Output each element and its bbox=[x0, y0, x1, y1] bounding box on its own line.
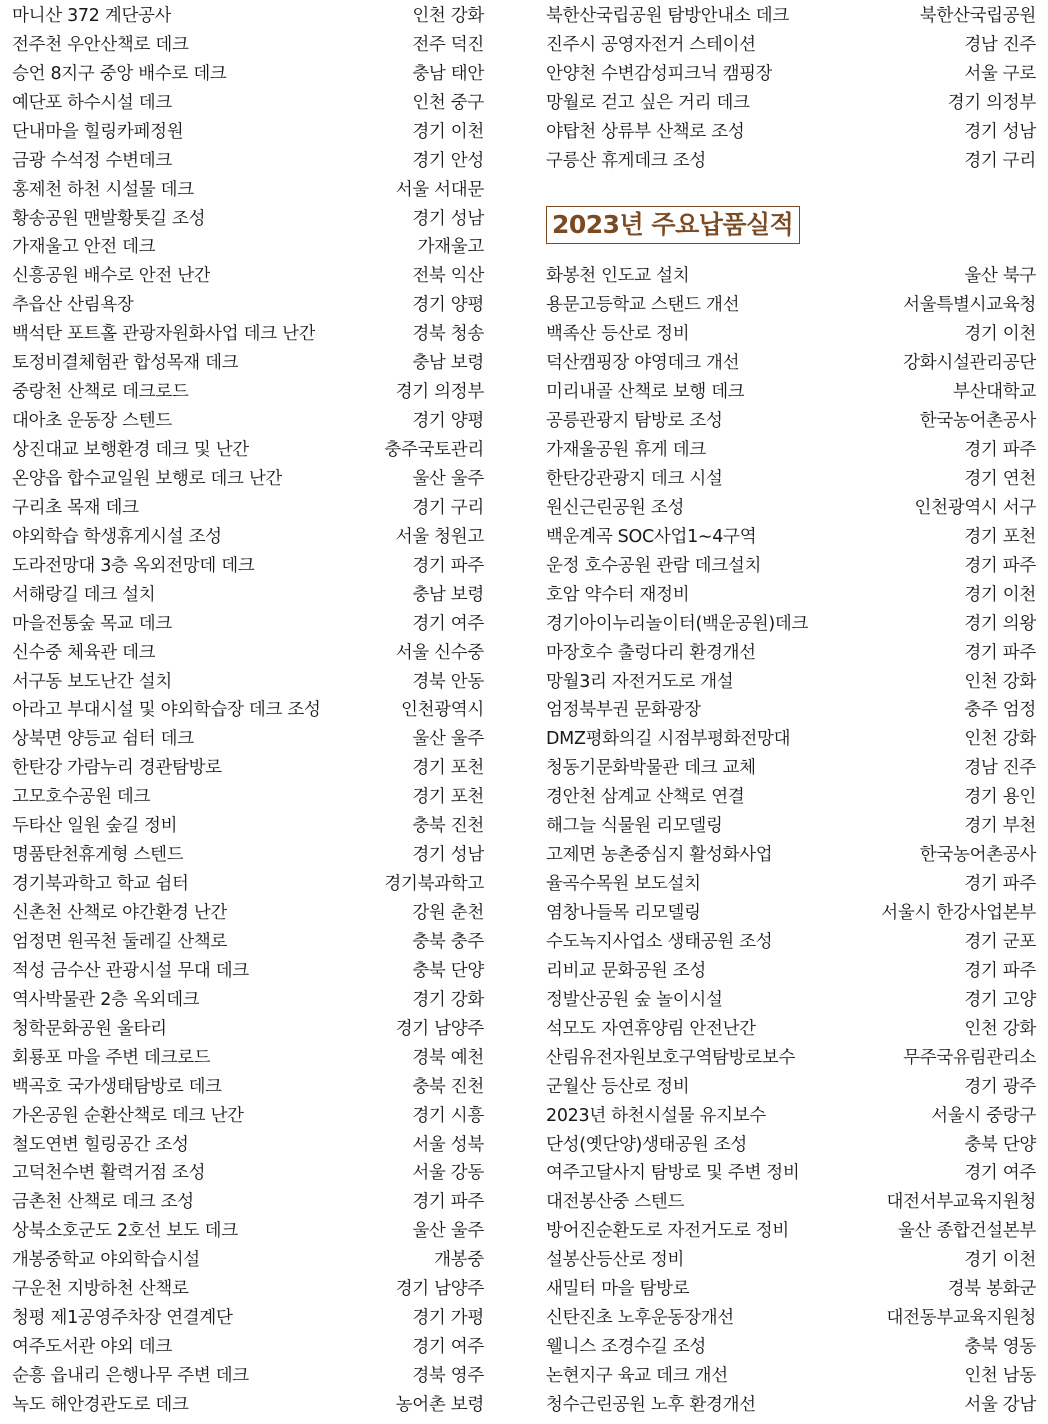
project-location: 울산 종합건설본부 bbox=[897, 1221, 1036, 1242]
project-location: 인천 강화 bbox=[412, 5, 484, 26]
record-row bbox=[12, 810, 484, 839]
project-location: 서울시 한강사업본부 bbox=[881, 903, 1036, 924]
project-name: 경기북과학고 학교 쉼터 bbox=[12, 874, 189, 895]
project-name: 여주도서관 야외 데크 bbox=[12, 1337, 172, 1358]
project-name: 개봉중학교 야외학습시설 bbox=[12, 1250, 200, 1271]
project-name: 마을전통숲 목교 데크 bbox=[12, 613, 172, 634]
project-name: 적성 금수산 관광시설 무대 데크 bbox=[12, 960, 249, 981]
record-row bbox=[12, 116, 484, 145]
record-row bbox=[546, 260, 1036, 289]
project-location: 경기 구리 bbox=[412, 497, 484, 518]
project-name: 상북면 양등교 쉼터 데크 bbox=[12, 729, 194, 750]
record-row bbox=[546, 116, 1036, 145]
project-name: 단내마을 힐링카페정원 bbox=[12, 121, 184, 142]
project-location: 서울 구로 bbox=[964, 63, 1036, 84]
project-name: 백석탄 포트홀 관광자원화사업 데크 난간 bbox=[12, 324, 316, 345]
record-row bbox=[12, 0, 484, 29]
project-location: 경기 포천 bbox=[412, 787, 484, 808]
project-location: 충주 엄정 bbox=[964, 700, 1036, 721]
project-name: 승언 8지구 중앙 배수로 데크 bbox=[12, 63, 227, 84]
record-row bbox=[546, 1273, 1036, 1302]
project-location: 경기 성남 bbox=[412, 845, 484, 866]
project-name: 군월산 등산로 정비 bbox=[546, 1076, 690, 1097]
project-name: 녹도 해안경관도로 데크 bbox=[12, 1394, 189, 1415]
project-location: 경기 파주 bbox=[964, 960, 1036, 981]
record-row bbox=[12, 868, 484, 897]
project-location: 경기 성남 bbox=[412, 208, 484, 229]
project-name: 리비교 문화공원 조성 bbox=[546, 960, 706, 981]
project-name: 산림유전자원보호구역탐방로보수 bbox=[546, 1047, 796, 1068]
project-name: 가재울고 안전 데크 bbox=[12, 237, 156, 258]
project-name: 북한산국립공원 탐방안내소 데크 bbox=[546, 5, 789, 26]
project-location: 경기 이천 bbox=[964, 1250, 1036, 1271]
project-location: 경기 남양주 bbox=[395, 1279, 484, 1300]
project-name: 금광 수석정 수변데크 bbox=[12, 150, 172, 171]
record-row bbox=[12, 492, 484, 521]
record-row bbox=[12, 637, 484, 666]
project-location: 경기 가평 bbox=[412, 1308, 484, 1329]
project-name: 대아초 운동장 스텐드 bbox=[12, 411, 172, 432]
project-name: 아라고 부대시설 및 야외학습장 데크 조성 bbox=[12, 700, 321, 721]
project-name: 웰니스 조경수길 조성 bbox=[546, 1337, 706, 1358]
project-name: 방어진순환도로 자전거도로 정비 bbox=[546, 1221, 789, 1242]
project-location: 서울 청원고 bbox=[395, 526, 484, 547]
project-location: 경기 파주 bbox=[412, 555, 484, 576]
record-row bbox=[546, 752, 1036, 781]
record-row bbox=[12, 1273, 484, 1302]
record-row bbox=[12, 174, 484, 203]
project-location: 울산 북구 bbox=[964, 266, 1036, 287]
project-name: 고덕천수변 활력거점 조성 bbox=[12, 1163, 206, 1184]
record-row bbox=[546, 897, 1036, 926]
project-name: 마니산 372 계단공사 bbox=[12, 5, 172, 26]
project-location: 충북 진천 bbox=[412, 1076, 484, 1097]
project-name: 중랑천 산책로 데크로드 bbox=[12, 382, 189, 403]
project-name: 미리내골 산책로 보행 데크 bbox=[546, 382, 745, 403]
project-location: 충남 보령 bbox=[412, 353, 484, 374]
project-name: 망월로 걷고 싶은 거리 데크 bbox=[546, 92, 750, 113]
record-row bbox=[12, 926, 484, 955]
record-row bbox=[546, 434, 1036, 463]
project-location: 경기 여주 bbox=[964, 1163, 1036, 1184]
record-row bbox=[546, 781, 1036, 810]
project-location: 경남 진주 bbox=[964, 34, 1036, 55]
project-name: 논현지구 육교 데크 개선 bbox=[546, 1366, 728, 1387]
project-location: 충주국토관리 bbox=[384, 440, 484, 461]
record-row bbox=[546, 521, 1036, 550]
project-location: 경기 파주 bbox=[412, 1192, 484, 1213]
project-name: 경안천 삼계교 산책로 연결 bbox=[546, 787, 745, 808]
project-location: 전주 덕진 bbox=[412, 34, 484, 55]
project-location: 북한산국립공원 bbox=[919, 5, 1036, 26]
project-name: 가재울공원 휴게 데크 bbox=[546, 440, 706, 461]
record-row bbox=[12, 58, 484, 87]
record-row bbox=[546, 666, 1036, 695]
record-row bbox=[12, 752, 484, 781]
section-heading-wrap bbox=[546, 174, 1036, 261]
project-location: 경기 파주 bbox=[964, 874, 1036, 895]
record-row bbox=[12, 955, 484, 984]
record-row bbox=[12, 260, 484, 289]
project-name: 염창나들목 리모델링 bbox=[546, 903, 701, 924]
project-location: 서울 강동 bbox=[412, 1163, 484, 1184]
project-name: 새밀터 마을 탐방로 bbox=[546, 1279, 690, 1300]
record-row bbox=[12, 87, 484, 116]
project-location: 경기 의정부 bbox=[395, 382, 484, 403]
project-location: 경북 예천 bbox=[412, 1047, 484, 1068]
record-row bbox=[12, 897, 484, 926]
record-row bbox=[12, 550, 484, 579]
project-name: 고제면 농촌중심지 활성화사업 bbox=[546, 845, 773, 866]
project-name: 역사박물관 2층 옥외데크 bbox=[12, 989, 200, 1010]
project-name: 용문고등학교 스탠드 개선 bbox=[546, 295, 740, 316]
record-row bbox=[12, 1158, 484, 1187]
project-name: 백족산 등산로 정비 bbox=[546, 324, 690, 345]
project-location: 인천 중구 bbox=[412, 92, 484, 113]
project-name: 서해랑길 데크 설치 bbox=[12, 584, 156, 605]
project-location: 경기 파주 bbox=[964, 440, 1036, 461]
record-row bbox=[546, 1244, 1036, 1273]
project-name: 금촌천 산책로 데크 조성 bbox=[12, 1192, 194, 1213]
record-row bbox=[546, 926, 1036, 955]
project-name: 황송공원 맨발황톳길 조성 bbox=[12, 208, 206, 229]
record-row bbox=[546, 289, 1036, 318]
record-row bbox=[546, 1302, 1036, 1331]
project-name: 회룡포 마을 주변 데크로드 bbox=[12, 1047, 211, 1068]
project-location: 경남 진주 bbox=[964, 758, 1036, 779]
record-row bbox=[12, 781, 484, 810]
project-location: 충북 영동 bbox=[964, 1337, 1036, 1358]
record-row bbox=[546, 637, 1036, 666]
project-location: 서울 강남 bbox=[964, 1394, 1036, 1415]
project-location: 충북 단양 bbox=[412, 960, 484, 981]
project-location: 가재울고 bbox=[417, 237, 484, 258]
record-row bbox=[546, 492, 1036, 521]
project-name: 운정 호수공원 관람 데크설치 bbox=[546, 555, 762, 576]
project-location: 대전동부교육지원청 bbox=[886, 1308, 1036, 1329]
project-location: 충남 보령 bbox=[412, 584, 484, 605]
project-location: 서울 성북 bbox=[412, 1134, 484, 1155]
project-name: 백운계곡 SOC사업1∼4구역 bbox=[546, 526, 757, 547]
project-name: 상북소호군도 2호선 보도 데크 bbox=[12, 1221, 238, 1242]
project-name: 정발산공원 숲 놀이시설 bbox=[546, 989, 723, 1010]
project-location: 무주국유림관리소 bbox=[903, 1047, 1036, 1068]
project-location: 충남 태안 bbox=[412, 63, 484, 84]
project-name: 전주천 우안산책로 데크 bbox=[12, 34, 189, 55]
project-location: 충북 진천 bbox=[412, 816, 484, 837]
record-row bbox=[12, 29, 484, 58]
record-row bbox=[546, 694, 1036, 723]
project-name: 순흥 읍내리 은행나무 주변 데크 bbox=[12, 1366, 249, 1387]
record-row bbox=[546, 347, 1036, 376]
record-row bbox=[546, 1100, 1036, 1129]
project-name: 엄정면 원곡천 둘레길 산책로 bbox=[12, 931, 228, 952]
record-row bbox=[12, 1100, 484, 1129]
record-row bbox=[12, 318, 484, 347]
project-name: 공릉관광지 탐방로 조성 bbox=[546, 411, 723, 432]
record-row bbox=[546, 550, 1036, 579]
record-row bbox=[12, 695, 484, 724]
project-location: 인천 강화 bbox=[964, 671, 1036, 692]
project-location: 경기 여주 bbox=[412, 613, 484, 634]
project-location: 경기 부천 bbox=[964, 816, 1036, 837]
record-row bbox=[12, 289, 484, 318]
record-row bbox=[12, 434, 484, 463]
project-location: 부산대학교 bbox=[952, 382, 1036, 403]
project-name: 호암 약수터 재정비 bbox=[546, 584, 690, 605]
record-row bbox=[546, 810, 1036, 839]
project-name: 구운천 지방하천 산책로 bbox=[12, 1279, 189, 1300]
project-name: 여주고달사지 탐방로 및 주변 정비 bbox=[546, 1163, 800, 1184]
record-row bbox=[546, 58, 1036, 87]
project-location: 경북 안동 bbox=[412, 671, 484, 692]
project-location: 경기 파주 bbox=[964, 555, 1036, 576]
record-row bbox=[546, 1071, 1036, 1100]
record-row bbox=[12, 1302, 484, 1331]
record-row bbox=[546, 839, 1036, 868]
project-location: 경기북과학고 bbox=[384, 874, 484, 895]
project-location: 한국농어촌공사 bbox=[919, 845, 1036, 866]
project-location: 경기 연천 bbox=[964, 468, 1036, 489]
project-location: 경기 용인 bbox=[964, 787, 1036, 808]
record-row bbox=[546, 376, 1036, 405]
project-location: 인천광역시 서구 bbox=[914, 497, 1036, 518]
project-name: 화봉천 인도교 설치 bbox=[546, 266, 690, 287]
record-row bbox=[546, 145, 1036, 174]
project-name: 예단포 하수시설 데크 bbox=[12, 92, 172, 113]
record-row bbox=[12, 1215, 484, 1244]
record-row bbox=[546, 1389, 1036, 1418]
project-name: 수도녹지사업소 생태공원 조성 bbox=[546, 931, 773, 952]
project-location: 울산 울주 bbox=[412, 468, 484, 489]
project-location: 한국농어촌공사 bbox=[919, 411, 1036, 432]
project-location: 충북 단양 bbox=[964, 1134, 1036, 1155]
project-name: 단성(옛단양)생태공원 조성 bbox=[546, 1134, 747, 1155]
project-name: 명품탄천휴게형 스텐드 bbox=[12, 845, 184, 866]
project-name: 두타산 일원 숲길 정비 bbox=[12, 816, 178, 837]
record-row bbox=[546, 984, 1036, 1013]
record-row bbox=[546, 723, 1036, 752]
record-row bbox=[546, 29, 1036, 58]
project-location: 경기 이천 bbox=[412, 121, 484, 142]
project-name: 신촌천 산책로 야간환경 난간 bbox=[12, 903, 228, 924]
record-row bbox=[12, 1071, 484, 1100]
project-name: 철도연변 힐링공간 조성 bbox=[12, 1134, 189, 1155]
project-location: 경기 강화 bbox=[412, 989, 484, 1010]
record-row bbox=[12, 839, 484, 868]
record-row bbox=[12, 723, 484, 752]
record-row bbox=[546, 1360, 1036, 1389]
project-location: 강화시설관리공단 bbox=[903, 353, 1036, 374]
record-row bbox=[546, 579, 1036, 608]
project-name: 석모도 자연휴양림 안전난간 bbox=[546, 1018, 756, 1039]
project-location: 충북 충주 bbox=[412, 931, 484, 952]
project-location: 서울 신수중 bbox=[395, 642, 484, 663]
project-name: 경기아이누리놀이터(백운공원)데크 bbox=[546, 613, 809, 634]
record-row bbox=[12, 984, 484, 1013]
project-name: 한탄강 가람누리 경관탐방로 bbox=[12, 758, 222, 779]
left-column-list bbox=[12, 0, 484, 1418]
project-name: 신탄진초 노후운동장개선 bbox=[546, 1308, 734, 1329]
project-location: 인천 강화 bbox=[964, 729, 1036, 750]
project-location: 경기 의정부 bbox=[947, 92, 1036, 113]
project-location: 경북 청송 bbox=[412, 324, 484, 345]
project-name: 토정비결체험관 합성목재 데크 bbox=[12, 353, 239, 374]
record-row bbox=[546, 1186, 1036, 1215]
project-location: 경기 시흥 bbox=[412, 1105, 484, 1126]
project-name: 신수중 체육관 데크 bbox=[12, 642, 156, 663]
project-name: 가온공원 순환산책로 데크 난간 bbox=[12, 1105, 244, 1126]
record-row bbox=[12, 1186, 484, 1215]
project-location: 개봉중 bbox=[434, 1250, 484, 1271]
project-name: 대전봉산중 스텐드 bbox=[546, 1192, 685, 1213]
record-row bbox=[546, 405, 1036, 434]
project-name: 신흥공원 배수로 안전 난간 bbox=[12, 266, 211, 287]
project-location: 경기 의왕 bbox=[964, 613, 1036, 634]
project-location: 경기 포천 bbox=[412, 758, 484, 779]
project-location: 인천 남동 bbox=[964, 1366, 1036, 1387]
record-row bbox=[12, 1129, 484, 1158]
project-location: 경기 이천 bbox=[964, 584, 1036, 605]
project-location: 인천 강화 bbox=[964, 1018, 1036, 1039]
project-location: 경기 안성 bbox=[412, 150, 484, 171]
record-row bbox=[12, 145, 484, 174]
project-name: 청평 제1공영주차장 연결계단 bbox=[12, 1308, 233, 1329]
project-location: 경기 구리 bbox=[964, 150, 1036, 171]
project-location: 인천광역시 bbox=[400, 700, 484, 721]
record-row bbox=[546, 1042, 1036, 1071]
project-name: 홍제천 하천 시설물 데크 bbox=[12, 179, 194, 200]
record-row bbox=[546, 87, 1036, 116]
project-location: 대전서부교육지원청 bbox=[886, 1192, 1036, 1213]
project-name: 고모호수공원 데크 bbox=[12, 787, 151, 808]
project-name: 원신근린공원 조성 bbox=[546, 497, 685, 518]
project-location: 울산 울주 bbox=[412, 1221, 484, 1242]
record-row bbox=[12, 203, 484, 232]
record-row bbox=[12, 1042, 484, 1071]
record-row bbox=[12, 1331, 484, 1360]
project-location: 경기 남양주 bbox=[395, 1018, 484, 1039]
record-row bbox=[12, 666, 484, 695]
project-name: 도라전망대 3층 옥외전망데 데크 bbox=[12, 555, 255, 576]
project-name: 청수근린공원 노후 환경개선 bbox=[546, 1394, 756, 1415]
project-location: 전북 익산 bbox=[412, 266, 484, 287]
project-name: 추읍산 산림욕장 bbox=[12, 295, 134, 316]
project-location: 경기 여주 bbox=[412, 1337, 484, 1358]
project-name: 해그늘 식물원 리모델링 bbox=[546, 816, 723, 837]
section-heading: 2023년 주요납품실적 bbox=[546, 206, 800, 244]
record-row bbox=[12, 1360, 484, 1389]
record-row bbox=[12, 376, 484, 405]
project-name: DMZ평화의길 시점부평화전망대 bbox=[546, 729, 791, 750]
record-row bbox=[12, 1244, 484, 1273]
record-row bbox=[546, 868, 1036, 897]
project-name: 율곡수목원 보도설치 bbox=[546, 874, 701, 895]
record-row bbox=[546, 0, 1036, 29]
project-location: 경기 포천 bbox=[964, 526, 1036, 547]
record-row bbox=[12, 1013, 484, 1042]
record-row bbox=[546, 1129, 1036, 1158]
project-name: 야탑천 상류부 산책로 조성 bbox=[546, 121, 745, 142]
project-location: 경기 고양 bbox=[964, 989, 1036, 1010]
record-row bbox=[12, 521, 484, 550]
project-location: 경기 이천 bbox=[964, 324, 1036, 345]
record-row bbox=[12, 405, 484, 434]
project-location: 경기 군포 bbox=[964, 931, 1036, 952]
project-location: 서울 서대문 bbox=[395, 179, 484, 200]
project-location: 농어촌 보령 bbox=[395, 1394, 484, 1415]
project-name: 구리초 목재 데크 bbox=[12, 497, 139, 518]
project-name: 구릉산 휴게데크 조성 bbox=[546, 150, 706, 171]
record-row bbox=[546, 608, 1036, 637]
record-row bbox=[12, 1389, 484, 1418]
project-location: 경기 성남 bbox=[964, 121, 1036, 142]
record-row bbox=[546, 1331, 1036, 1360]
project-name: 백곡호 국가생태탐방로 데크 bbox=[12, 1076, 222, 1097]
project-name: 엄정북부권 문화광장 bbox=[546, 700, 701, 721]
record-row bbox=[12, 579, 484, 608]
project-name: 2023년 하천시설물 유지보수 bbox=[546, 1105, 766, 1126]
project-name: 온양읍 합수교일원 보행로 데크 난간 bbox=[12, 468, 283, 489]
project-name: 서구동 보도난간 설치 bbox=[12, 671, 172, 692]
project-location: 경기 양평 bbox=[412, 295, 484, 316]
record-row bbox=[12, 608, 484, 637]
project-location: 강원 춘천 bbox=[412, 903, 484, 924]
record-row bbox=[12, 347, 484, 376]
record-row bbox=[12, 463, 484, 492]
record-row bbox=[12, 232, 484, 261]
project-name: 청동기문화박물관 데크 교체 bbox=[546, 758, 756, 779]
project-name: 망월3리 자전거도로 개설 bbox=[546, 671, 734, 692]
record-row bbox=[546, 1013, 1036, 1042]
project-name: 마장호수 출렁다리 환경개선 bbox=[546, 642, 756, 663]
project-name: 상진대교 보행환경 데크 및 난간 bbox=[12, 440, 249, 461]
record-row bbox=[546, 1157, 1036, 1186]
right-column bbox=[546, 0, 1036, 1418]
right-column-2023-list bbox=[546, 260, 1036, 1418]
project-name: 안양천 수변감성피크닉 캠핑장 bbox=[546, 63, 773, 84]
right-column-top-list bbox=[546, 0, 1036, 174]
record-row bbox=[546, 318, 1036, 347]
project-location: 경기 광주 bbox=[964, 1076, 1036, 1097]
project-name: 설봉산등산로 정비 bbox=[546, 1250, 685, 1271]
project-location: 경북 봉화군 bbox=[947, 1279, 1036, 1300]
project-location: 서울시 중랑구 bbox=[931, 1105, 1036, 1126]
project-name: 야외학습 학생휴게시설 조성 bbox=[12, 526, 222, 547]
project-name: 청학문화공원 울타리 bbox=[12, 1018, 167, 1039]
project-location: 서울특별시교육청 bbox=[903, 295, 1036, 316]
project-name: 진주시 공영자전거 스테이션 bbox=[546, 34, 756, 55]
project-location: 울산 울주 bbox=[412, 729, 484, 750]
project-name: 덕산캠핑장 야영데크 개선 bbox=[546, 353, 740, 374]
project-location: 경북 영주 bbox=[412, 1366, 484, 1387]
project-location: 경기 파주 bbox=[964, 642, 1036, 663]
record-row bbox=[546, 955, 1036, 984]
record-row bbox=[546, 463, 1036, 492]
project-name: 한탄강관광지 데크 시설 bbox=[546, 468, 723, 489]
record-row bbox=[546, 1215, 1036, 1244]
project-location: 경기 양평 bbox=[412, 411, 484, 432]
